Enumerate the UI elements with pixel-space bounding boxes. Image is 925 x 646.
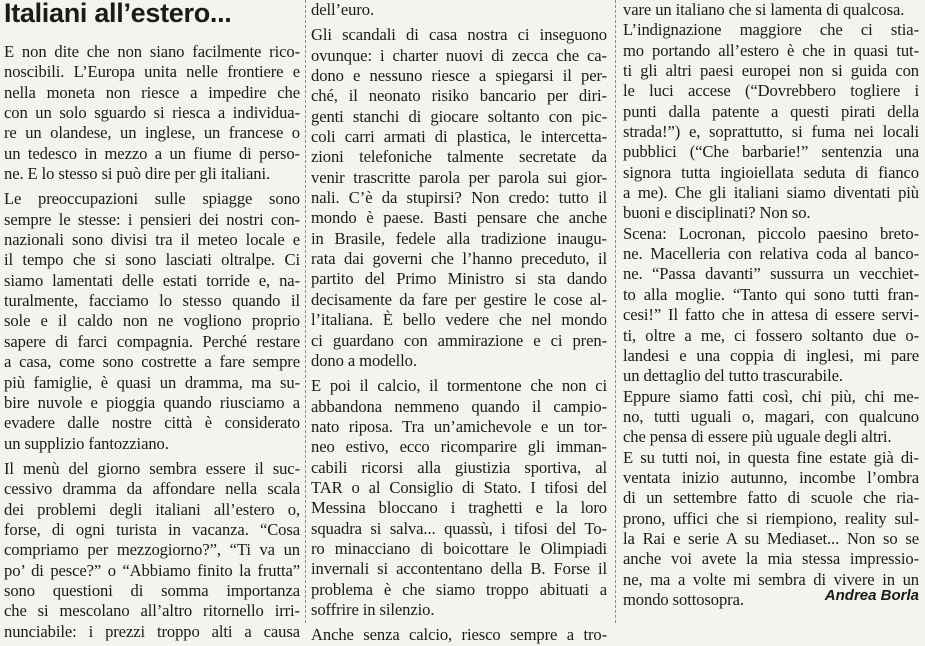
text-line: a me). Che gli italiani siamo diventati più (623, 183, 919, 203)
text-line: buoni e disciplinati? Non so. (623, 203, 811, 223)
text-line: ventata inizio autunno, incombe l’ombra (623, 467, 919, 487)
text-line: nunciabile: i prezzi troppo alti a causa (4, 621, 300, 641)
text-line: Eppure siamo fatti così, chi più, chi me- (623, 386, 919, 406)
text-line: sapere di farci compagnia. Perché restare (4, 331, 300, 351)
text-line: dono a modello. (311, 350, 417, 370)
text-line: signora tutta ingioiellata seduta di fianco (623, 162, 919, 182)
text-line: anche voi avete la mia stessa impressio- (623, 549, 919, 569)
text-line: la Rai e serie A su Mediaset... Non so se (623, 528, 919, 548)
text-line: ro minacciano di boicottare le Olimpiadi (311, 538, 607, 558)
text-line: cabili ricorsi alla giustizia sportiva, al (311, 457, 607, 477)
text-line: con un solo sguardo si riesca a individua- (4, 103, 300, 123)
text-line: E poi il calcio, il tormentone che non ci (311, 376, 607, 396)
text-line: ne. “Passa davanti” sussurra un vecchiet- (623, 264, 919, 284)
text-line: E non dite che non siano facilmente rico- (4, 42, 300, 61)
text-line: nali. C’è da stupirsi? Non credo: tutto il (311, 188, 607, 208)
text-line: ci guardano con ammirazione e ci pren- (311, 330, 607, 350)
text-line: siamo lamentati delle estati torride e, na- (4, 270, 300, 290)
column-divider (615, 0, 616, 623)
text-line: mondo sottosopra. (623, 589, 744, 609)
text-line: Le preoccupazioni sulle spiagge sono (4, 189, 300, 209)
text-line: prono, uffici che si riempiono, reality sul- (623, 508, 919, 528)
text-line: L’indignazione maggiore che ci stia- (623, 20, 919, 40)
text-line: invernali si accontentano della B. Forse il (311, 559, 607, 579)
text-line: dell’euro. (311, 0, 375, 19)
text-line: neo estivo, ecco ricomparire gli imman- (311, 437, 607, 457)
text-line: Il menù del giorno sembra essere il suc- (4, 458, 300, 478)
text-line: Messina bloccano i traghetti e la loro (311, 498, 607, 518)
text-line: un tedesco in mezzo a un fiume di perso- (4, 143, 300, 163)
text-line: ti gli altri paesi europei non si guida con (623, 61, 919, 81)
text-line: partito del Primo Ministro si sta dando (311, 269, 607, 289)
text-line: zioni telefoniche talmente secretate da (311, 147, 607, 167)
text-line: ovunque: i charter nuovi di zecca che ca- (311, 45, 607, 65)
author-byline: Andrea Borla (824, 587, 919, 604)
text-line: Gli scandali di casa nostra ci inseguono (311, 25, 607, 45)
column-divider (305, 0, 306, 623)
text-line: nato riposa. Tra un’amichevole e un tor- (311, 416, 607, 436)
text-line: ti, oltre a me, ci fossero soltanto due o- (623, 325, 919, 345)
text-line: che pensa di essere più uguale degli altri. (623, 427, 892, 447)
text-line: to alla moglie. “Tanto qui sono tutti fran- (623, 284, 919, 304)
text-line: no, tutti uguali o, magari, con qualcuno (623, 406, 919, 426)
text-line: un supplizio fantozziano. (4, 433, 169, 453)
text-line: forse, di ogni turista in vacanza. “Cosa (4, 519, 300, 539)
text-line: cesi!” Il fatto che in attesa di essere servi- (623, 305, 919, 325)
article-column-2 (311, 0, 607, 646)
text-line: dei problemi degli italiani all’estero o, (4, 499, 300, 519)
text-line: che si mescolano all’altro ritornello irri- (4, 601, 300, 621)
text-line: landesi e una coppia di inglesi, mi pare (623, 345, 919, 365)
text-line: rata dai governi che l’hanno preceduto, il (311, 249, 607, 269)
text-line: E su tutti noi, in questa fine estate già di- (623, 447, 919, 467)
article-column-1 (4, 42, 300, 642)
text-line: vare un italiano che si lamenta di qualcosa. (623, 0, 905, 19)
text-line: cessivo dramma da affondare nella scala (4, 479, 300, 499)
text-line: nazionali sono divisi tra il meteo locale e (4, 230, 300, 250)
text-line: mo portando all’estero è che in quasi tut- (623, 40, 919, 60)
text-line: dono e nessuno riesce a spiegarsi il per- (311, 66, 607, 86)
text-line: strada!”) e, soprattutto, si fuma nei locali (623, 122, 919, 142)
text-line: genti stanchi di giocare soltanto con pic- (311, 106, 607, 126)
text-line: re un olandese, un inglese, un francese o (4, 123, 300, 143)
text-line: punti dalla patente a questi pirati della (623, 101, 919, 121)
text-line: turalmente, facciamo lo stesso quando il (4, 291, 300, 311)
text-line: coli carri armati di plastica, le intercetta- (311, 127, 607, 147)
text-line: mondo è paese. Basti pensare che anche (311, 208, 607, 228)
text-line: pubblici (“Che barbarie!” sentenzia una (623, 142, 919, 162)
text-line: nella moneta non riesce a impedire che (4, 82, 300, 102)
text-line: sole e il caldo non ne vogliono proprio (4, 311, 300, 331)
text-line: ché, il neonato risiko bancario per diri- (311, 86, 607, 106)
text-line: abbandona nemmeno quando il campio- (311, 396, 607, 416)
text-line: ne. E lo stesso si può dire per gli italiani. (4, 164, 271, 184)
text-line: sempre le stesse: i pensieri dei nostri con- (4, 209, 300, 229)
text-line: problema è che siamo troppo abituati a (311, 579, 607, 599)
text-line: il tempo che si sono lasciati oltralpe. Ci (4, 250, 300, 270)
text-line: Anche senza calcio, riesco sempre a tro- (311, 625, 607, 645)
text-line: un dettaglio del tutto trascurabile. (623, 366, 843, 386)
text-line: decisamente da fare per gestire le cose al- (311, 289, 607, 309)
text-line: sono questioni di somma importanza (4, 580, 300, 600)
text-line: po’ di pesce?” o “Abbiamo finito la frutta” (4, 560, 300, 580)
article-title: Italiani all’estero... (4, 0, 232, 28)
text-line: l’italiana. È bello vedere che nel mondo (311, 310, 607, 330)
article-column-3 (623, 0, 919, 610)
text-line: compriamo per mezzogiorno?”, “Ti va un (4, 540, 300, 560)
text-line: a casa, come sono costrette a fare sempre (4, 352, 300, 372)
text-line: di un settembre fatto di scuole che ria- (623, 488, 919, 508)
text-line: ne, ma a volte mi sembra di vivere in un (623, 569, 919, 589)
text-line: soffrire in silenzio. (311, 599, 435, 619)
text-line: TAR o al Consiglio di Stato. I tifosi del (311, 477, 607, 497)
text-line: le luci accese (“Dovrebbero togliere i (623, 81, 919, 101)
text-line: venir trascritte parola per parola sui gior- (311, 167, 607, 187)
text-line: più famiglie, è quasi un dramma, ma su- (4, 372, 300, 392)
text-line: Scena: Locronan, piccolo paesino breto- (623, 223, 919, 243)
text-line: squadra si salva... quassù, i tifosi del To- (311, 518, 607, 538)
text-line: in Brasile, fedele alla tradizione inaugu- (311, 228, 607, 248)
text-line: noscibili. L’Europa unita nelle frontiere e (4, 62, 300, 82)
text-line: bire nuvole e pioggia quando riusciamo a (4, 392, 300, 412)
text-line: evadere dalle nostre città è considerato (4, 413, 300, 433)
text-line: ne. Macelleria con relativa coda al banco- (623, 244, 919, 264)
